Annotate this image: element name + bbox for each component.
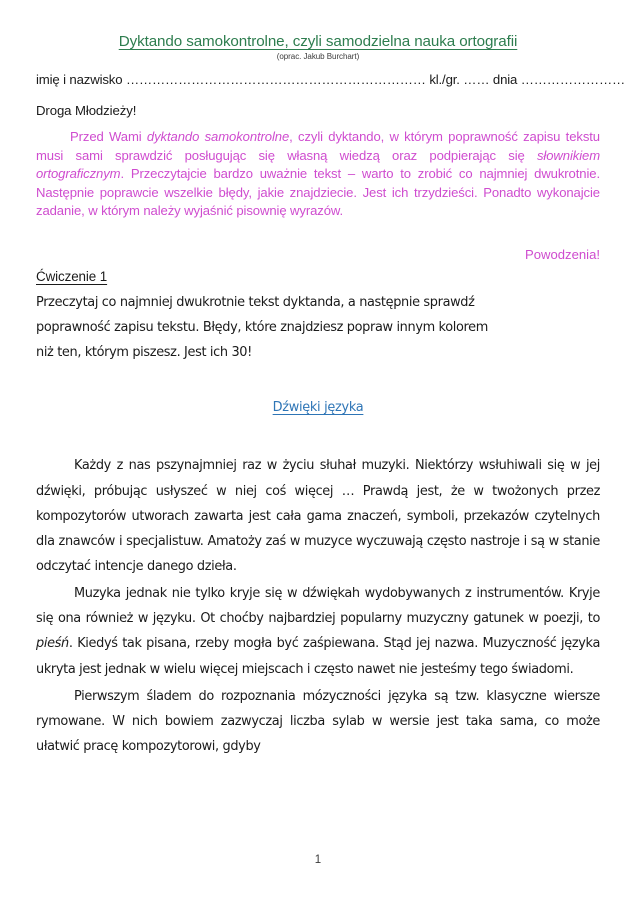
student-meta-line: imię i nazwisko …………………………………………………………… kl./gr. …… dnia …………………… xyxy=(36,72,626,87)
intro-text-part2: , czyli dyktando, w którym poprawność zapisu tekstu musi sami sprawdzić posługując się własną wiedzą oraz podpierając się xyxy=(36,129,600,163)
intro-italic-term-2: słownikiem ortograficznym xyxy=(36,147,600,182)
dictation-paragraph xyxy=(36,581,600,682)
intro-text-part1: Przed Wami xyxy=(70,129,147,144)
exercise-instruction-line-1: Przeczytaj co najmniej dwukrotnie tekst dyktanda, a następnie sprawdź xyxy=(36,294,475,310)
page-number: 1 xyxy=(314,854,322,866)
page-title: Dyktando samokontrolne, czyli samodzielna nauka ortografii xyxy=(118,33,518,50)
dictation-body xyxy=(36,453,600,759)
exercise-heading: Ćwiczenie 1 xyxy=(36,268,108,284)
intro-text-part3: . Przeczytajcie bardzo uważnie tekst – warto to zrobić co najmniej dwukrotnie. Następnie poprawcie wszelkie błędy, jakie znajdziecie. Jest ich trzydzieści. Ponadto wykonajcie zadanie, w którym należy wyjaśnić pisownię wyrazów. xyxy=(36,166,600,219)
paragraph-text-part2: . Kiedyś tak pisana, rzeby mogła być zaśpiewana. Stąd jej nazwa. Muzyczność języka ukryta jest jednak w wielu więcej miejscach i często nawet nie jesteśmy tego świadomi. xyxy=(36,636,600,677)
dictation-title: Dźwięki języka xyxy=(272,400,364,416)
paragraph-text-part1: Każdy z nas pszynajmniej raz w życiu słuhał muzyki. Niektórzy wsłuhiwali się w jej dźwięki, próbując usłyszeć w niej coś więcej … Prawdą jest, że w twożonych przez kompozytorów utworach zawarta jest cała gama znaczeń, symboli, przekazów czytelnych dla znawców i specjalistuw. Amatoży zaś w muzyce wyczuwają często nastroje i są w stanie odczytać intencje danego dzieła. xyxy=(36,458,600,574)
good-luck-text: Powodzenia! xyxy=(525,246,600,262)
salutation: Droga Młodzieży! xyxy=(36,103,137,118)
intro-italic-term-1: dyktando samokontrolne xyxy=(146,129,290,144)
paragraph-text-part1: Muzyka jednak nie tylko kryje się w dźwiękah wydobywanych z instrumentów. Kryje się ona również w języku. Ot choćby najbardziej popularny muzyczny gatunek w poezji, to xyxy=(36,586,600,627)
paragraph-text-part1: Pierwszym śladem do rozpoznania mózyczności języka są tzw. klasyczne wiersze rymowane. W nich bowiem zazwyczaj liczba sylab w wersie jest taka sama, co może ułatwić pracę kompozytorowi, gdyby xyxy=(36,688,600,755)
author-note: (oprac. Jakub Burchart) xyxy=(276,52,360,61)
exercise-instruction-line-2: poprawność zapisu tekstu. Błędy, które znajdziesz popraw innym kolorem xyxy=(36,320,488,336)
paragraph-italic-term: pieśń xyxy=(36,636,69,652)
dictation-paragraph xyxy=(36,684,600,759)
intro-paragraph xyxy=(36,128,600,221)
exercise-heading-wrapper xyxy=(36,268,600,290)
dictation-paragraph xyxy=(36,453,600,579)
exercise-instruction-line-3: niż ten, którym piszesz. Jest ich 30! xyxy=(36,345,252,361)
